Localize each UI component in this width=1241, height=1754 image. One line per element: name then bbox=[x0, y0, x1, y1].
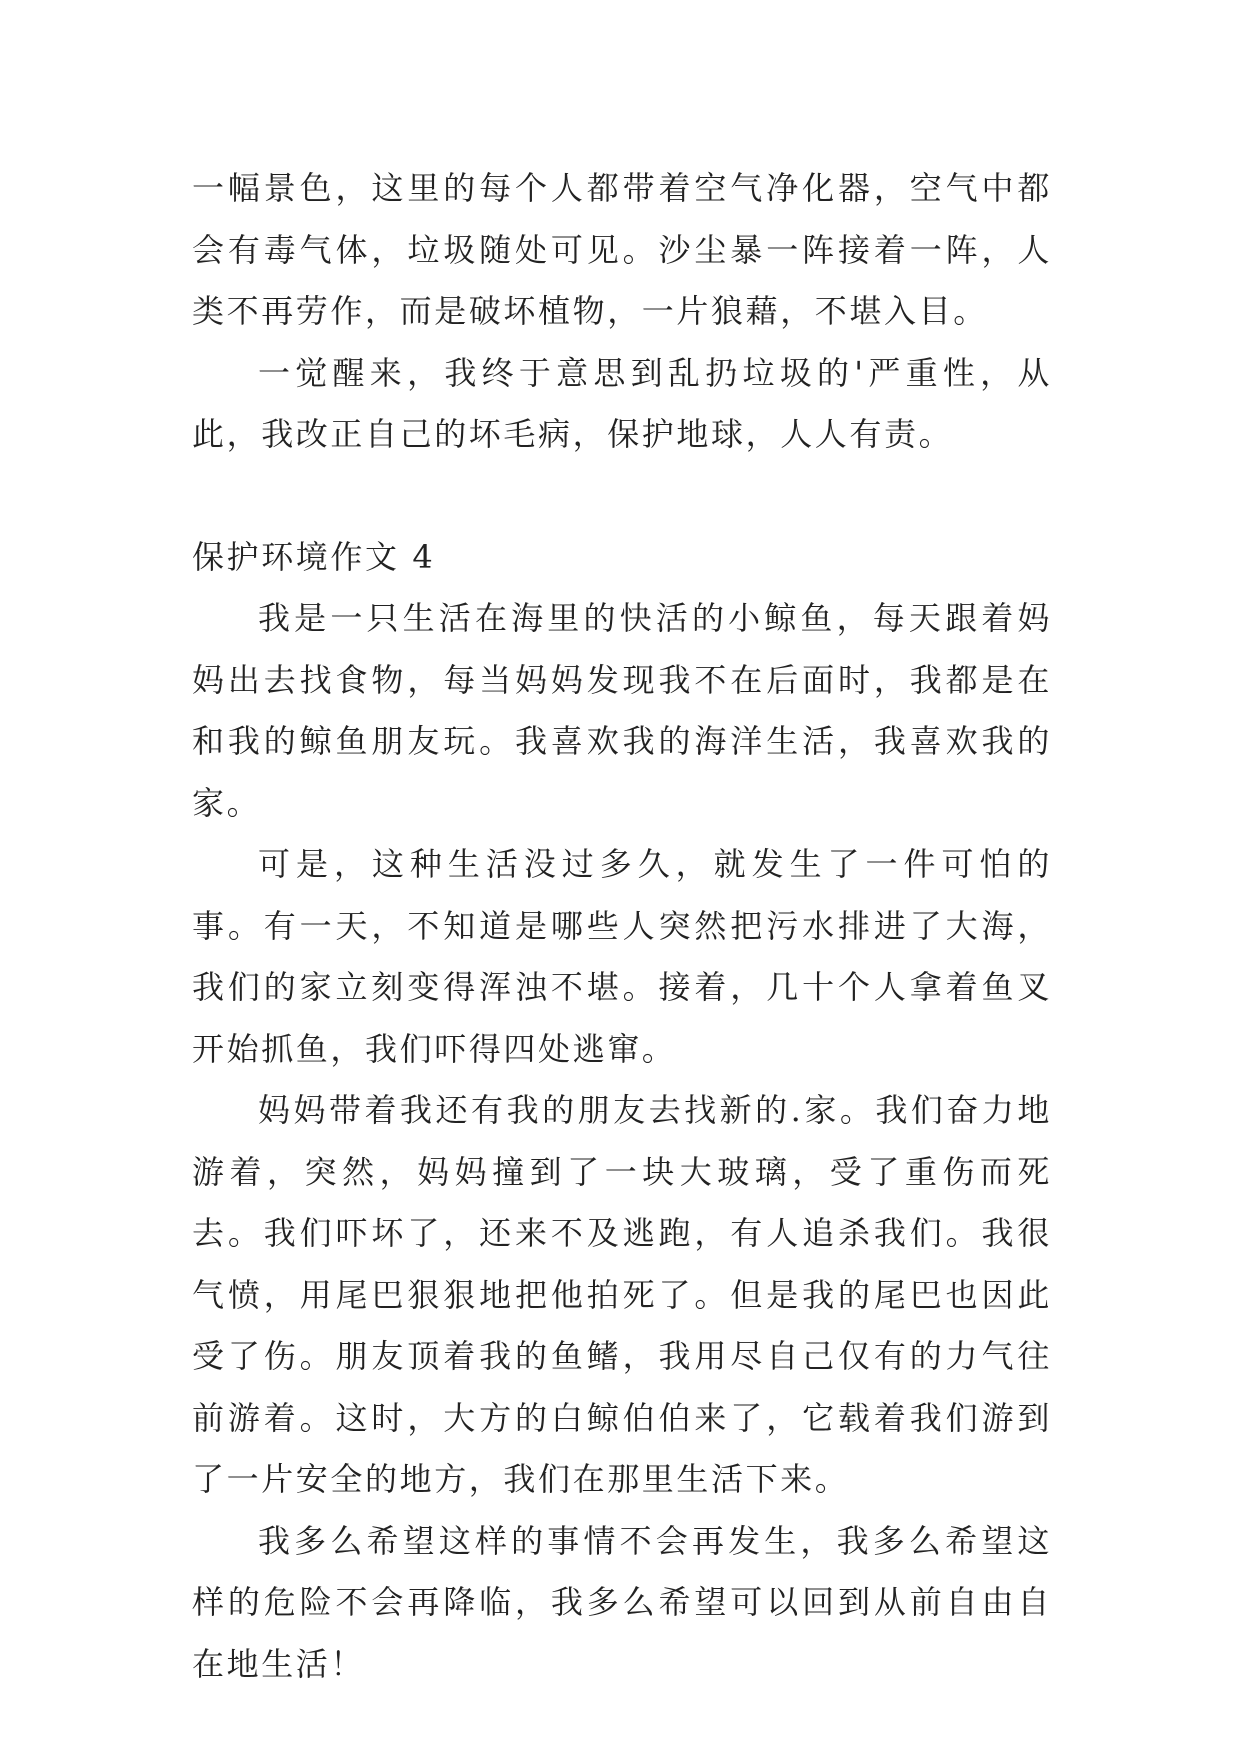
essay-paragraph-4: 我多么希望这样的事情不会再发生，我多么希望这样的危险不会再降临，我多么希望可以回到从前自由自在地生活！ bbox=[192, 1521, 1052, 1683]
document-page bbox=[192, 158, 1052, 1695]
essay-paragraph-2: 可是，这种生活没过多久，就发生了一件可怕的事。有一天，不知道是哪些人突然把污水排进了大海，我们的家立刻变得浑浊不堪。接着，几十个人拿着鱼叉开始抓鱼，我们吓得四处逃窜。 bbox=[192, 845, 1052, 1068]
essay-paragraph-1: 我是一只生活在海里的快活的小鲸鱼，每天跟着妈妈出去找食物，每当妈妈发现我不在后面时，我都是在和我的鲸鱼朋友玩。我喜欢我的海洋生活，我喜欢我的家。 bbox=[192, 599, 1052, 822]
continuation-paragraph: 一幅景色，这里的每个人都带着空气净化器，空气中都会有毒气体，垃圾随处可见。沙尘暴一阵接着一阵，人类不再劳作，而是破坏植物，一片狼藉，不堪入目。 bbox=[192, 169, 1052, 330]
essay-paragraph-3: 妈妈带着我还有我的朋友去找新的.家。我们奋力地游着，突然，妈妈撞到了一块大玻璃，受了重伤而死去。我们吓坏了，还来不及逃跑，有人追杀我们。我很气愤，用尾巴狠狠地把他拍死了。但是我的尾巴也因此受了伤。朋友顶着我的鱼鳍，我用尽自己仅有的力气往前游着。这时，大方的白鲸伯伯来了，它载着我们游到了一片安全的地方，我们在那里生活下来。 bbox=[192, 1091, 1052, 1498]
section-title: 保护环境作文 4 bbox=[192, 537, 436, 576]
section-spacer bbox=[192, 466, 1052, 527]
closing-paragraph: 一觉醒来，我终于意思到乱扔垃圾的'严重性，从此，我改正自己的坏毛病，保护地球，人人有责。 bbox=[192, 353, 1052, 453]
